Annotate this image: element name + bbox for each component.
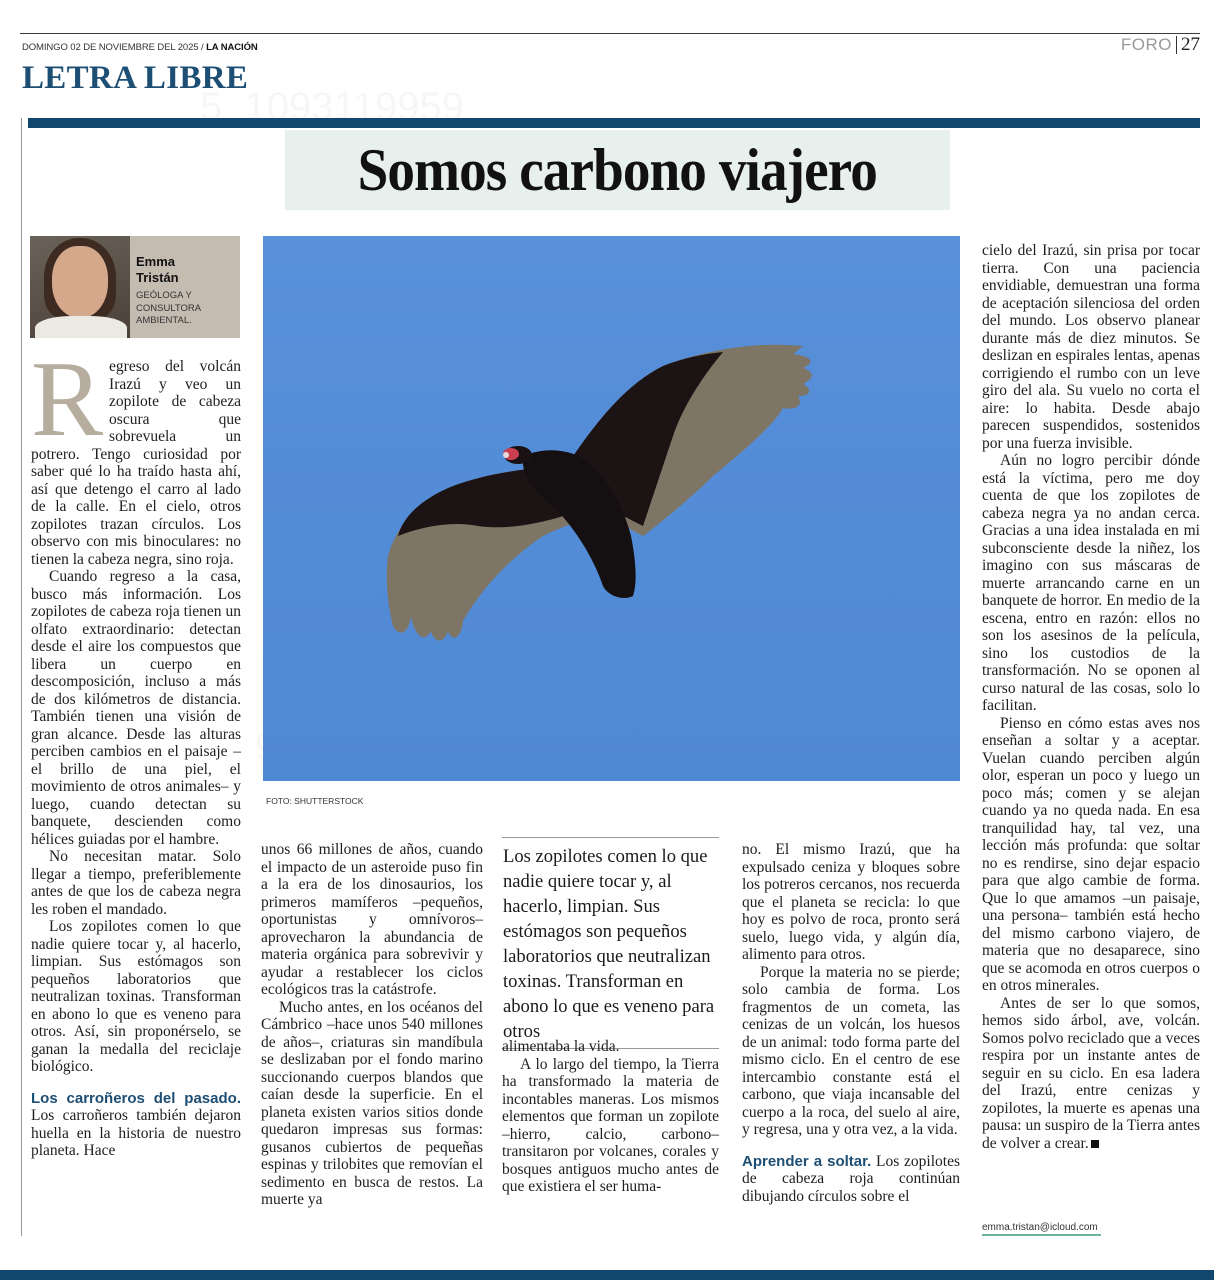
author-avatar xyxy=(30,236,130,338)
subhead: Los carroñeros del pasado. xyxy=(31,1089,241,1107)
photo-credit: FOTO: SHUTTERSTOCK xyxy=(266,796,364,806)
paragraph: A lo largo del tiempo, la Tierra ha transformado la materia de incontables maneras. Los mismos elementos que forman un zopilote –hierro, calcio, carbono– transitaron por volcanes, corales y bosques antiguos mucho antes de que existiera el ser huma- xyxy=(502,1055,719,1195)
headline-bar xyxy=(28,118,1200,128)
paragraph: cielo del Irazú, sin prisa por tocar tierra. Con una paciencia envidiable, demuestran una forma de aceptación silenciosa del orden del mundo. Los observo planear durante más de diez minutos. Se deslizan en espirales lentas, apenas corrigiendo el rumbo con un leve giro del ala. Su vuelo no corta el aire: lo habita. Desde abajo parecen suspendidos, sostenidos por una fuerza invisible. xyxy=(982,242,1200,452)
paragraph: Cuando regreso a la casa, busco más información. Los zopilotes de cabeza roja tienen un olfato extraordinario: detectan desde el aire los compuestos que libera un cuerpo en descomposición, incluso a más de dos kilómetros de distancia. También tienen una visión de gran alcance. Desde las alturas perciben cambios en el paisaje –el brillo de una piel, el movimiento de otros animales– y luego, cuando detectan su banquete, descienden como hélices guiadas por el hambre. xyxy=(31,568,241,848)
paragraph: Aún no logro percibir dónde está la víctima, pero me doy cuenta de que los zopilotes de cabeza negra ya no andan cerca. Gracias a una idea instalada en mi subconsciente desde la niñez, los imagino con sus máscaras de muerte arrancando carne en un banquete de horror. En medio de la escena, entro en razón: ellos no son los asesinos de la película, sino los custodios de la transformación. No se oponen al curso natural de las cosas, solo lo facilitan. xyxy=(982,452,1200,714)
article-column-2 xyxy=(261,841,483,1209)
left-border xyxy=(21,118,22,1236)
paragraph: Aprender a soltar. Los zopilotes de cabeza roja continúan dibujando círculos sobre el xyxy=(742,1152,960,1205)
section-title: LETRA LIBRE xyxy=(22,60,249,96)
author-name: Emma Tristán xyxy=(136,254,179,285)
paragraph: Antes de ser lo que somos, hemos sido árbol, ave, volcán. Somos polvo reciclado que a veces respira por un instante antes de seguir en su ciclo. En esa ladera del Irazú, entre cenizas y zopilotes, la muerte es apenas una pausa: un suspiro de la Tierra antes de volver a crear. xyxy=(982,994,1200,1152)
author-info xyxy=(130,236,201,338)
paragraph: alimentaba la vida. xyxy=(502,1038,620,1055)
page-number: 27 xyxy=(1181,34,1200,55)
paragraph: no. El mismo Irazú, que ha expulsado ceniza y bloques sobre los potreros cercanos, nos recuerda que el planeta se recicla: lo que hoy es polvo de roca, pronto será suelo, luego vida, y algún día, alimento para otros. xyxy=(742,841,960,963)
author-box xyxy=(30,236,240,338)
author-role: GEÓLOGA Y CONSULTORA AMBIENTAL. xyxy=(136,290,202,326)
pull-quote: Los zopilotes comen lo que nadie quiere tocar y, al hacerlo, limpian. Sus estómagos son pequeños laboratorios que neutralizan toxinas. Transforman en abono lo que es veneno para otros xyxy=(502,837,719,1049)
headline-box xyxy=(285,130,950,210)
paragraph: Regreso del volcán Irazú y veo un zopilote de cabeza oscura que sobrevuela un potrero. Tengo curiosidad por saber qué lo ha traído hasta ahí, así que detengo el carro al lado de la calle. En el cielo, otros zopilotes trazan círculos. Los observo con mis binoculares: no tienen la cabeza negra, sino roja. xyxy=(31,340,241,568)
folio xyxy=(1121,36,1200,54)
top-rule xyxy=(20,33,1200,34)
paragraph: Los zopilotes comen lo que nadie quiere tocar y, al hacerlo, limpian. Sus estómagos son pequeños laboratorios que neutralizan toxinas. Transforman en abono lo que es veneno para otros. Así, sin proponérselo, se ganan la medalla del reciclaje biológico. xyxy=(31,918,241,1075)
date-text: DOMINGO 02 DE NOVIEMBRE DEL 2025 / xyxy=(22,42,204,53)
paragraph: Porque la materia no se pierde; solo cambia de forma. Los fragmentos de un cometa, las cenizas de un volcán, los huesos de un animal: todo forma parte del mismo ciclo. En el centro de ese intercambio constante está el carbono, que viaja incansable del cuerpo a la roca, del suelo al aire, y regresa, una y otra vez, a la vida. xyxy=(742,963,960,1138)
paragraph: Los carroñeros del pasado. Los carroñeros también dejaron huella en la historia de nuestro planeta. Hace xyxy=(31,1089,241,1159)
article-column-5 xyxy=(982,242,1200,1152)
paragraph: Pienso en cómo estas aves nos enseñan a soltar y a aceptar. Vuelan cuando perciben algún olor, esperan un poco y luego un poco más; comen y se alejan cuando ya no queda nada. En esa tranquilidad hay, tal vez, una lección más profunda: que soltar no es rendirse, sino dejar espacio para que algo cambie de forma. Que lo que amamos –un paisaje, una persona– también está hecho del mismo carbono viajero, de materia que no desaparece, sino que se acomoda en otros cuerpos o en otros minerales. xyxy=(982,714,1200,994)
drop-cap: R xyxy=(31,340,104,459)
article-column-1 xyxy=(31,340,241,1160)
article-photo xyxy=(263,236,960,781)
paragraph: No necesitan matar. Solo llegar a tiempo, preferiblemente antes de que los de cabeza negra les roben el mandado. xyxy=(31,848,241,918)
author-email-link[interactable]: emma.tristan@icloud.com xyxy=(982,1222,1101,1236)
end-mark-icon xyxy=(1091,1140,1099,1148)
subhead: Aprender a soltar. xyxy=(742,1152,872,1170)
publication-name: LA NACIÓN xyxy=(206,42,258,53)
article-column-3 xyxy=(502,1038,719,1196)
paragraph: unos 66 millones de años, cuando el impacto de un asteroide puso fin a la era de los dinosaurios, los primeros mamíferos –pequeños, oportunistas y omnívoros– aprovecharon la abundancia de materia orgánica para sobrevivir y ayudar a restablecer los ciclos ecológicos tras la catástrofe. xyxy=(261,841,483,998)
dateline xyxy=(22,42,258,53)
paragraph: Mucho antes, en los océanos del Cámbrico –hace unos 540 millones de años–, criaturas sin mandíbula se deslizaban por el fondo marino succionando cuerpos blandos que caían desde la superficie. En el planeta existen varios sitios donde quedaron impresas sus formas: gusanos cubiertos de pequeñas espinas y trilobites que removían el sedimento en busca de restos. La muerte ya xyxy=(261,998,483,1208)
bottom-bar xyxy=(0,1270,1214,1280)
section-name: FORO xyxy=(1121,36,1177,54)
article-column-4 xyxy=(742,841,960,1205)
headline: Somos carbono viajero xyxy=(357,136,878,203)
vulture-image xyxy=(263,236,960,781)
